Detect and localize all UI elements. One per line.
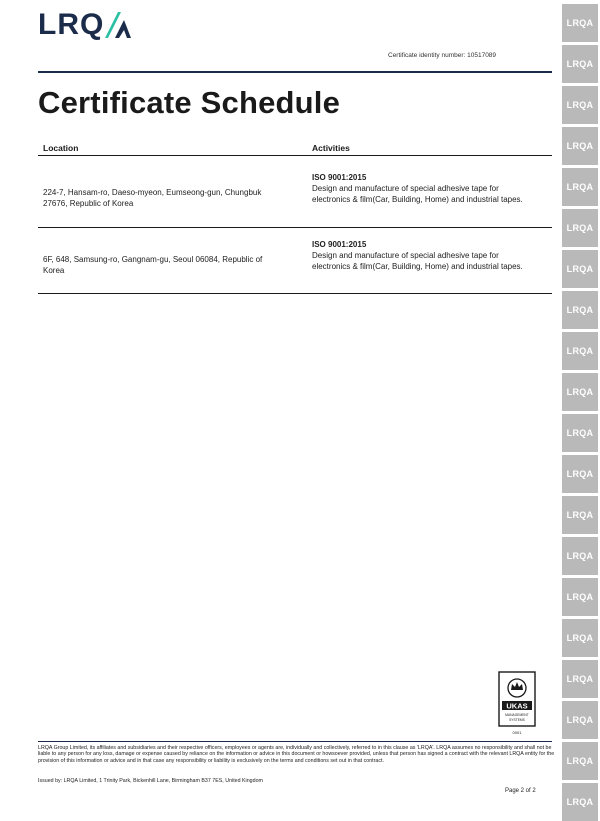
side-tab-lrqa: LRQA [562,414,598,452]
page-number: Page 2 of 2 [505,788,536,794]
side-tab-lrqa: LRQA [562,742,598,780]
side-tab-strip [560,0,600,807]
side-tab-lrqa: LRQA [562,537,598,575]
side-tab-lrqa: LRQA [562,86,598,124]
side-tab-lrqa: LRQA [562,127,598,165]
logo-text: LRQ [38,8,105,41]
header-divider [38,71,552,73]
standard-label: ISO 9001:2015 [312,240,367,249]
side-tab-lrqa: LRQA [562,45,598,83]
side-tab-lrqa: LRQA [562,660,598,698]
ukas-sub2: SYSTEMS [509,718,525,722]
activities-cell [312,172,537,205]
side-tab-lrqa: LRQA [562,168,598,206]
issued-by: Issued by: LRQA Limited, 1 Trinity Park, Bickenhill Lane, Birmingham B37 7ES, United Kingdom [38,778,263,784]
schedule-table [38,143,552,294]
activity-description: Design and manufacture of special adhesive tape for electronics & film(Car, Building, Home) and industrial tapes. [312,184,523,204]
side-tab-lrqa: LRQA [562,619,598,657]
side-tab-lrqa: LRQA [562,4,598,42]
ukas-number: 0001 [512,730,522,735]
table-row [38,228,552,294]
side-tab-lrqa: LRQA [562,291,598,329]
column-header-activities: Activities [312,143,350,153]
standard-label: ISO 9001:2015 [312,173,367,182]
side-tab-lrqa: LRQA [562,578,598,616]
side-tab-lrqa: LRQA [562,496,598,534]
side-tab-lrqa: LRQA [562,373,598,411]
side-tab-lrqa: LRQA [562,701,598,739]
footer-divider [38,741,552,742]
column-header-location: Location [43,143,79,153]
side-tab-lrqa: LRQA [562,783,598,821]
ukas-sub1: MANAGEMENT [505,713,529,717]
legal-disclaimer: LRQA Group Limited, its affiliates and subsidiaries and their respective officers, employees or agents are, individually and collectively, referred to in this clause as 'LRQA'. LRQA assumes no responsibility and shall not be liable to any person for any loss, damage or expense caused by reliance on the information or advice in this document or howsoever provided, unless that person has signed a contract with the relevant LRQA entity for the provision of this information or advice and in that case any responsibility or liability is exclusively on the terms and conditions set out in that contract. [38,745,555,764]
ukas-crown-icon [497,670,537,738]
side-tab-lrqa: LRQA [562,209,598,247]
ukas-label: UKAS [506,701,528,711]
ukas-accreditation-mark [497,670,537,738]
side-tab-lrqa: LRQA [562,455,598,493]
location-cell: 6F, 648, Samsung-ro, Gangnam-gu, Seoul 06084, Republic of Korea [43,255,263,275]
certificate-identity-number: Certificate identity number: 10517089 [388,52,497,59]
side-tab-lrqa: LRQA [562,332,598,370]
side-tab-lrqa: LRQA [562,250,598,288]
table-header-row [38,143,552,156]
lrqa-logo [38,9,131,41]
page-title: Certificate Schedule [38,85,341,120]
table-row [38,156,552,228]
activity-description: Design and manufacture of special adhesive tape for electronics & film(Car, Building, Home) and industrial tapes. [312,251,523,271]
location-cell: 224-7, Hansam-ro, Daeso-myeon, Eumseong-gun, Chungbuk 27676, Republic of Korea [43,188,262,208]
activities-cell [312,239,537,272]
logo-a-mark-icon [105,12,131,38]
